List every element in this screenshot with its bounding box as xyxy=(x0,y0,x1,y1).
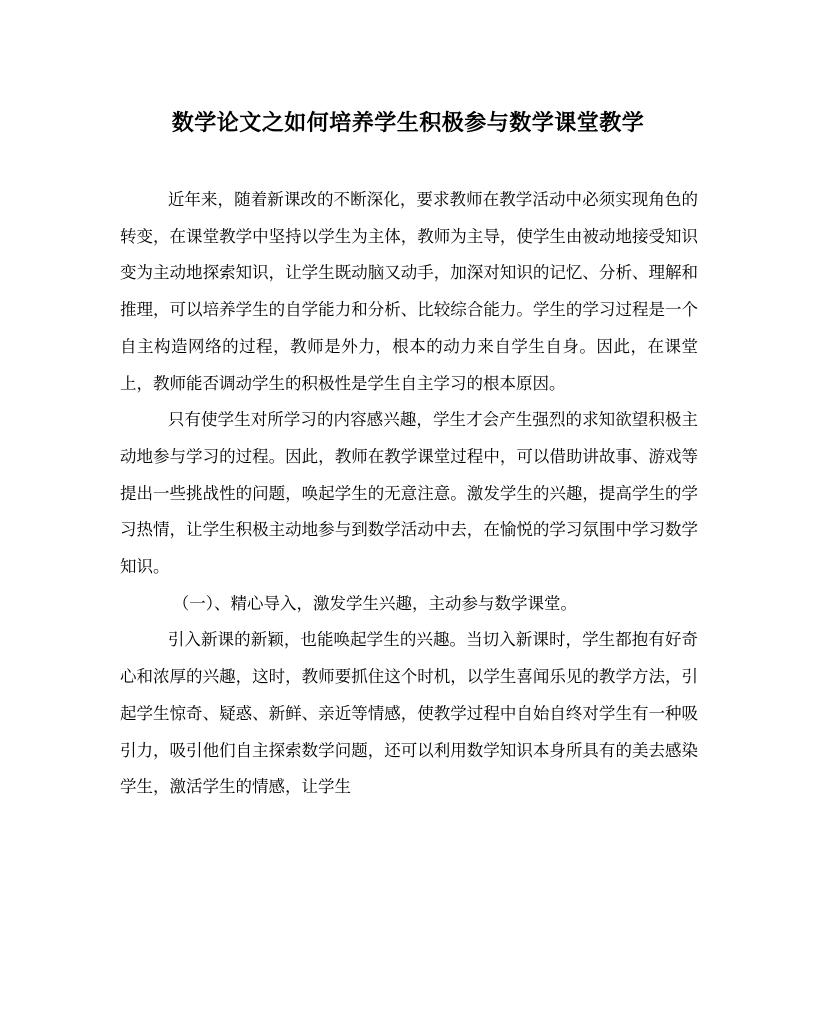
paragraph-intro: 近年来，随着新课改的不断深化，要求教师在教学活动中必须实现角色的转变，在课堂教学中坚持以学生为主体，教师为主导，使学生由被动地接受知识变为主动地探索知识，让学生既动脑又动手，加深对知识的记忆、分析、理解和推理，可以培养学生的自学能力和分析、比较综合能力。学生的学习过程是一个自主构造网络的过程，教师是外力，根本的动力来自学生自身。因此，在课堂上，教师能否调动学生的积极性是学生自主学习的根本原因。 xyxy=(120,190,698,393)
document-body xyxy=(120,182,698,806)
section-heading: （一）、精心导入，激发学生兴趣，主动参与数学课堂。 xyxy=(172,593,578,613)
paragraph-new-lesson: 引入新课的新颖，也能唤起学生的兴趣。当切入新课时，学生都抱有好奇心和浓厚的兴趣，这时，教师要抓住这个时机，以学生喜闻乐见的教学方法，引起学生惊奇、疑惑、新鲜、亲近等情感，使教学过程中自始自终对学生有一种吸引力，吸引他们自主探索数学问题，还可以利用数学知识本身所具有的美去感染学生，激活学生的情感，让学生 xyxy=(120,630,698,797)
paragraph-interest: 只有使学生对所学习的内容感兴趣，学生才会产生强烈的求知欲望积极主动地参与学习的过程。因此，教师在教学课堂过程中，可以借助讲故事、游戏等提出一些挑战性的问题，唤起学生的无意注意。激发学生的兴趣，提高学生的学习热情，让学生积极主动地参与到数学活动中去，在愉悦的学习氛围中学习数学知识。 xyxy=(120,410,698,577)
document-title: 数学论文之如何培养学生积极参与数学课堂教学 xyxy=(171,110,645,136)
